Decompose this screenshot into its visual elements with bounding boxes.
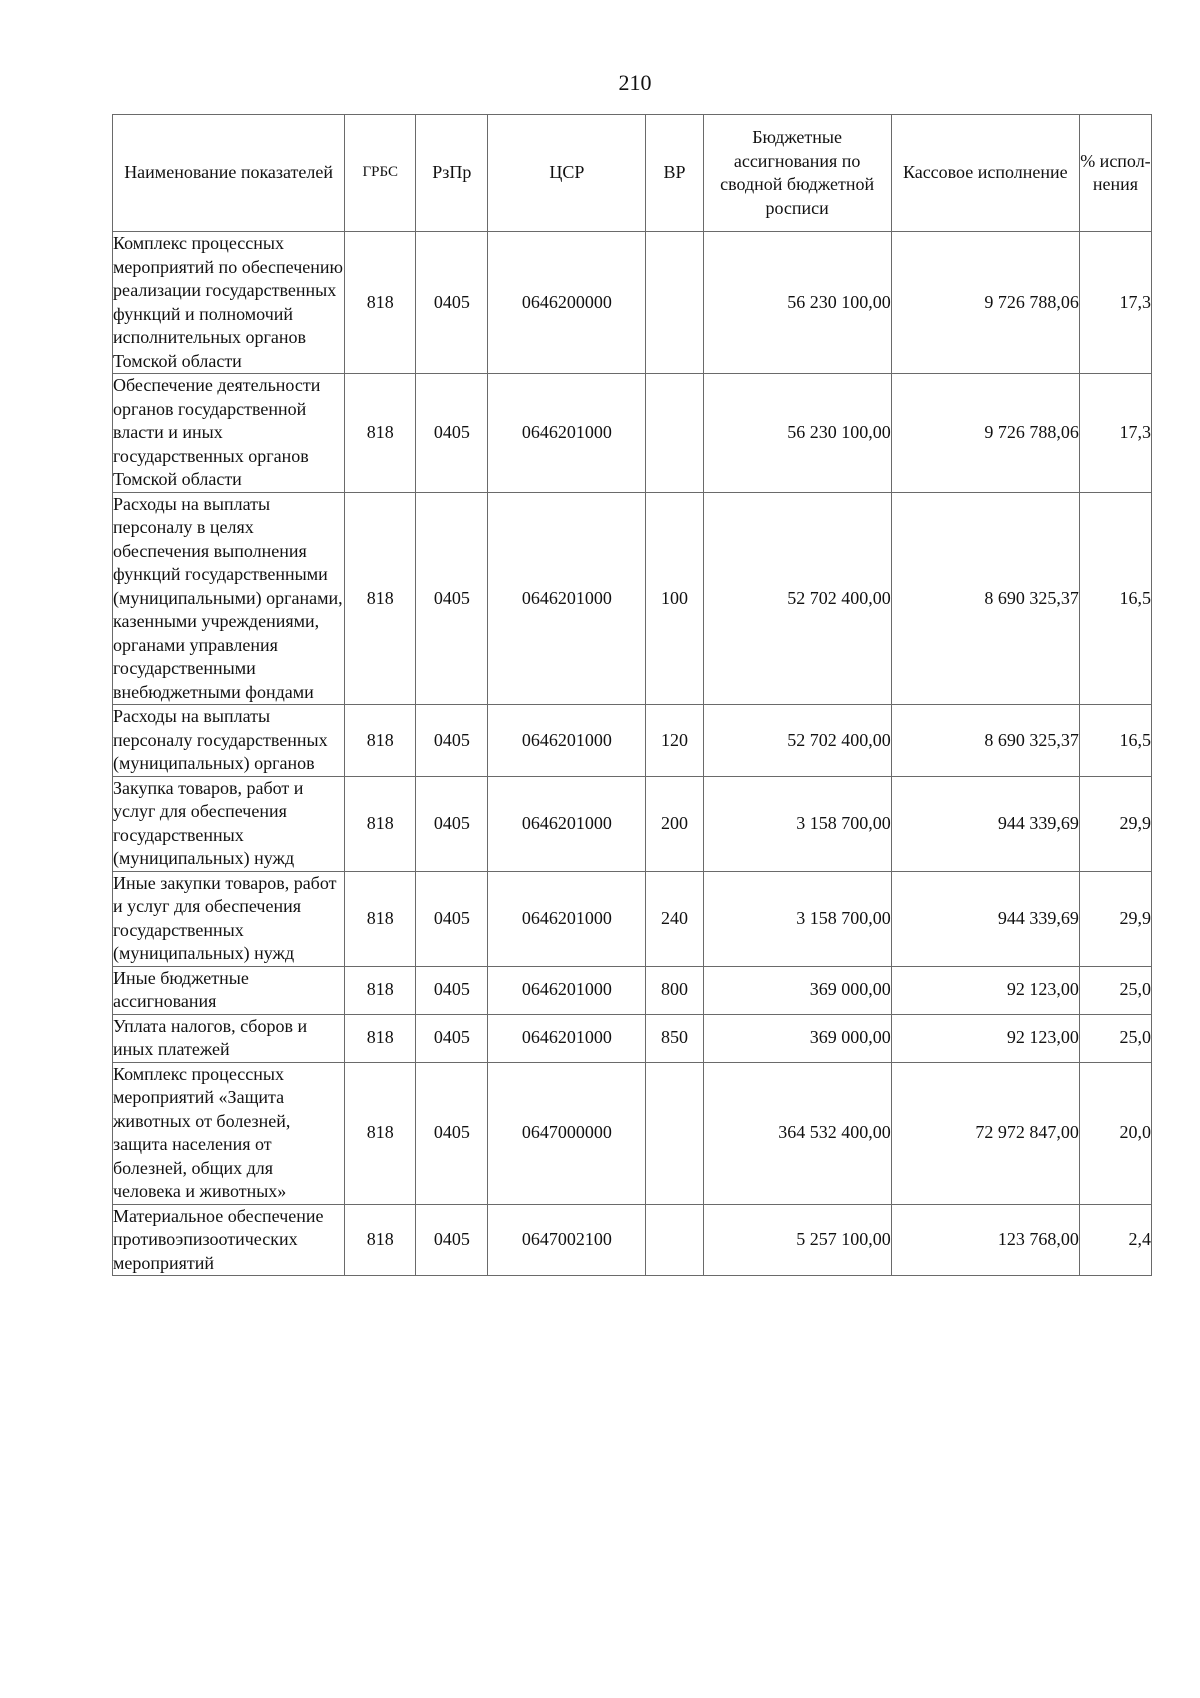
row-vr: 850 (646, 1014, 703, 1062)
row-vr (646, 374, 703, 493)
row-name: Обеспечение деятельности органов государственной власти и иных государственных органов Томской области (113, 374, 345, 493)
row-rzpr: 0405 (416, 374, 488, 493)
row-grbs: 818 (345, 492, 416, 705)
row-name: Расходы на выплаты персоналу в целях обеспечения выполнения функций государственными (муниципальными) органами, казенными учреждениями, органами управления государственными внебюджетными фондами (113, 492, 345, 705)
row-allocations: 369 000,00 (703, 966, 891, 1014)
row-rzpr: 0405 (416, 1204, 488, 1276)
row-name: Комплекс процессных мероприятий по обеспечению реализации государственных функций и полномочий исполнительных органов Томской области (113, 232, 345, 374)
budget-execution-table (112, 114, 1152, 1276)
row-execution: 9 726 788,06 (891, 232, 1079, 374)
row-rzpr: 0405 (416, 776, 488, 871)
row-percent: 2,4 (1079, 1204, 1151, 1276)
row-percent: 25,0 (1079, 1014, 1151, 1062)
row-allocations: 52 702 400,00 (703, 705, 891, 777)
row-vr: 120 (646, 705, 703, 777)
row-percent: 25,0 (1079, 966, 1151, 1014)
table-row (113, 492, 1152, 705)
table-row (113, 374, 1152, 493)
row-rzpr: 0405 (416, 1014, 488, 1062)
row-execution: 9 726 788,06 (891, 374, 1079, 493)
table-row (113, 232, 1152, 374)
page-number: 210 (618, 70, 652, 95)
row-vr: 200 (646, 776, 703, 871)
row-execution: 92 123,00 (891, 966, 1079, 1014)
header-percent: % испол-нения (1079, 115, 1151, 232)
row-name: Расходы на выплаты персоналу государственных (муниципальных) органов (113, 705, 345, 777)
row-percent: 29,9 (1079, 776, 1151, 871)
header-execution: Кассовое исполнение (891, 115, 1079, 232)
row-rzpr: 0405 (416, 232, 488, 374)
row-csr: 0646201000 (488, 1014, 646, 1062)
row-rzpr: 0405 (416, 492, 488, 705)
row-percent: 17,3 (1079, 232, 1151, 374)
row-csr: 0646201000 (488, 871, 646, 966)
table-row (113, 1062, 1152, 1204)
row-name: Иные закупки товаров, работ и услуг для обеспечения государственных (муниципальных) нужд (113, 871, 345, 966)
row-rzpr: 0405 (416, 871, 488, 966)
row-execution: 72 972 847,00 (891, 1062, 1079, 1204)
row-name: Уплата налогов, сборов и иных платежей (113, 1014, 345, 1062)
row-execution: 8 690 325,37 (891, 492, 1079, 705)
row-allocations: 5 257 100,00 (703, 1204, 891, 1276)
row-percent: 16,5 (1079, 492, 1151, 705)
row-csr: 0646201000 (488, 492, 646, 705)
table-row (113, 776, 1152, 871)
row-csr: 0646201000 (488, 705, 646, 777)
row-grbs: 818 (345, 1204, 416, 1276)
row-execution: 123 768,00 (891, 1204, 1079, 1276)
table-row (113, 1014, 1152, 1062)
row-grbs: 818 (345, 1014, 416, 1062)
header-vr: ВР (646, 115, 703, 232)
row-vr: 800 (646, 966, 703, 1014)
row-name: Иные бюджетные ассигнования (113, 966, 345, 1014)
row-csr: 0647002100 (488, 1204, 646, 1276)
row-allocations: 364 532 400,00 (703, 1062, 891, 1204)
row-vr (646, 232, 703, 374)
row-execution: 92 123,00 (891, 1014, 1079, 1062)
row-percent: 20,0 (1079, 1062, 1151, 1204)
row-percent: 29,9 (1079, 871, 1151, 966)
row-grbs: 818 (345, 374, 416, 493)
table-row (113, 705, 1152, 777)
row-grbs: 818 (345, 232, 416, 374)
table-header-row (113, 115, 1152, 232)
row-grbs: 818 (345, 966, 416, 1014)
row-grbs: 818 (345, 1062, 416, 1204)
table-row (113, 871, 1152, 966)
row-rzpr: 0405 (416, 966, 488, 1014)
row-allocations: 56 230 100,00 (703, 232, 891, 374)
row-allocations: 56 230 100,00 (703, 374, 891, 493)
row-vr (646, 1062, 703, 1204)
table-row (113, 966, 1152, 1014)
row-csr: 0646201000 (488, 966, 646, 1014)
row-grbs: 818 (345, 776, 416, 871)
header-csr: ЦСР (488, 115, 646, 232)
row-percent: 16,5 (1079, 705, 1151, 777)
row-execution: 8 690 325,37 (891, 705, 1079, 777)
row-vr: 100 (646, 492, 703, 705)
header-rzpr: РзПр (416, 115, 488, 232)
row-name: Комплекс процессных мероприятий «Защита животных от болезней, защита населения от болезней, общих для человека и животных» (113, 1062, 345, 1204)
row-grbs: 818 (345, 871, 416, 966)
row-allocations: 3 158 700,00 (703, 776, 891, 871)
header-allocations: Бюджетные ассигнования по сводной бюджетной росписи (703, 115, 891, 232)
row-vr: 240 (646, 871, 703, 966)
row-percent: 17,3 (1079, 374, 1151, 493)
row-allocations: 52 702 400,00 (703, 492, 891, 705)
row-name: Закупка товаров, работ и услуг для обеспечения государственных (муниципальных) нужд (113, 776, 345, 871)
row-csr: 0646201000 (488, 776, 646, 871)
row-csr: 0646201000 (488, 374, 646, 493)
row-name: Материальное обеспечение противоэпизоотических мероприятий (113, 1204, 345, 1276)
row-allocations: 3 158 700,00 (703, 871, 891, 966)
row-csr: 0646200000 (488, 232, 646, 374)
row-rzpr: 0405 (416, 705, 488, 777)
row-execution: 944 339,69 (891, 776, 1079, 871)
row-csr: 0647000000 (488, 1062, 646, 1204)
header-grbs: ГРБС (345, 115, 416, 232)
table-row (113, 1204, 1152, 1276)
row-grbs: 818 (345, 705, 416, 777)
row-execution: 944 339,69 (891, 871, 1079, 966)
row-rzpr: 0405 (416, 1062, 488, 1204)
row-vr (646, 1204, 703, 1276)
row-allocations: 369 000,00 (703, 1014, 891, 1062)
header-name: Наименование показателей (113, 115, 345, 232)
